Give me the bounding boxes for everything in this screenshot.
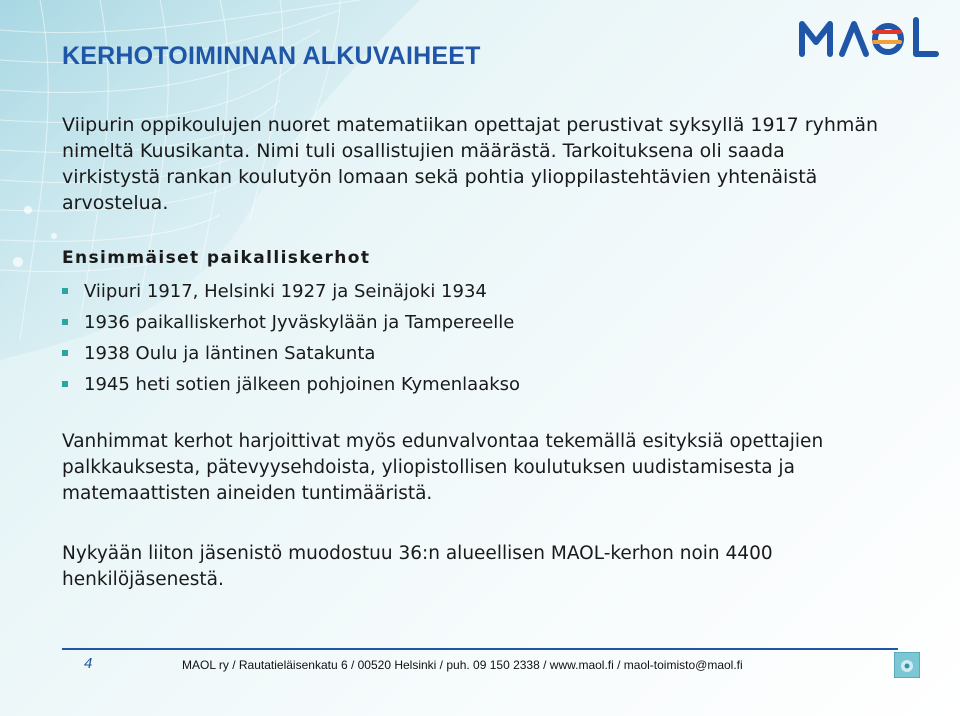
history-paragraph: Vanhimmat kerhot harjoittivat myös edunvalvontaa tekemällä esityksiä opettajien palkkauksesta, pätevyysehdoista, yliopistollisen koulutuksen uudistamisesta ja matemaattisten aineiden tuntimääristä. (62, 431, 824, 504)
maol-logo-icon (796, 12, 942, 60)
footer-divider (62, 648, 898, 650)
intro-paragraph: Viipurin oppikoulujen nuoret matematiikan opettajat perustivat syksyllä 1917 ryhmän nimeltä Kuusikanta. Nimi tuli osallistujien määrästä. Tarkoituksena oli saada virkistystä rankan koulutyön lomaan sekä pohtia ylioppilastehtävien yhtenäistä arvostelua. (62, 114, 879, 214)
slide-title: KERHOTOIMINNAN ALKUVAIHEET (62, 42, 481, 70)
membership-paragraph: Nykyään liiton jäsenistö muodostuu 36:n alueellisen MAOL-kerhon noin 4400 henkilöjäsenestä. (62, 543, 773, 590)
list-item (62, 276, 520, 307)
list-item-text: 1938 Oulu ja läntinen Satakunta (84, 343, 376, 364)
page-number: 4 (84, 655, 93, 672)
bullet-square-icon (62, 319, 68, 325)
list-item-text: 1936 paikalliskerhot Jyväskylään ja Tampereelle (84, 312, 515, 333)
water-drop-thumbnail-icon (894, 652, 920, 678)
list-item-text: Viipuri 1917, Helsinki 1927 ja Seinäjoki 1934 (84, 281, 487, 302)
bullet-square-icon (62, 381, 68, 387)
list-item-text: 1945 heti sotien jälkeen pohjoinen Kymenlaakso (84, 374, 521, 395)
clubs-list (62, 276, 520, 400)
bullet-square-icon (62, 288, 68, 294)
footer-contact: MAOL ry / Rautatieläisenkatu 6 / 00520 Helsinki / puh. 09 150 2338 / www.maol.fi / maol-toimisto@maol.fi (182, 658, 743, 672)
list-item (62, 338, 520, 369)
clubs-heading: Ensimmäiset paikalliskerhot (62, 248, 371, 268)
bullet-square-icon (62, 350, 68, 356)
list-item (62, 369, 520, 400)
list-item (62, 307, 520, 338)
